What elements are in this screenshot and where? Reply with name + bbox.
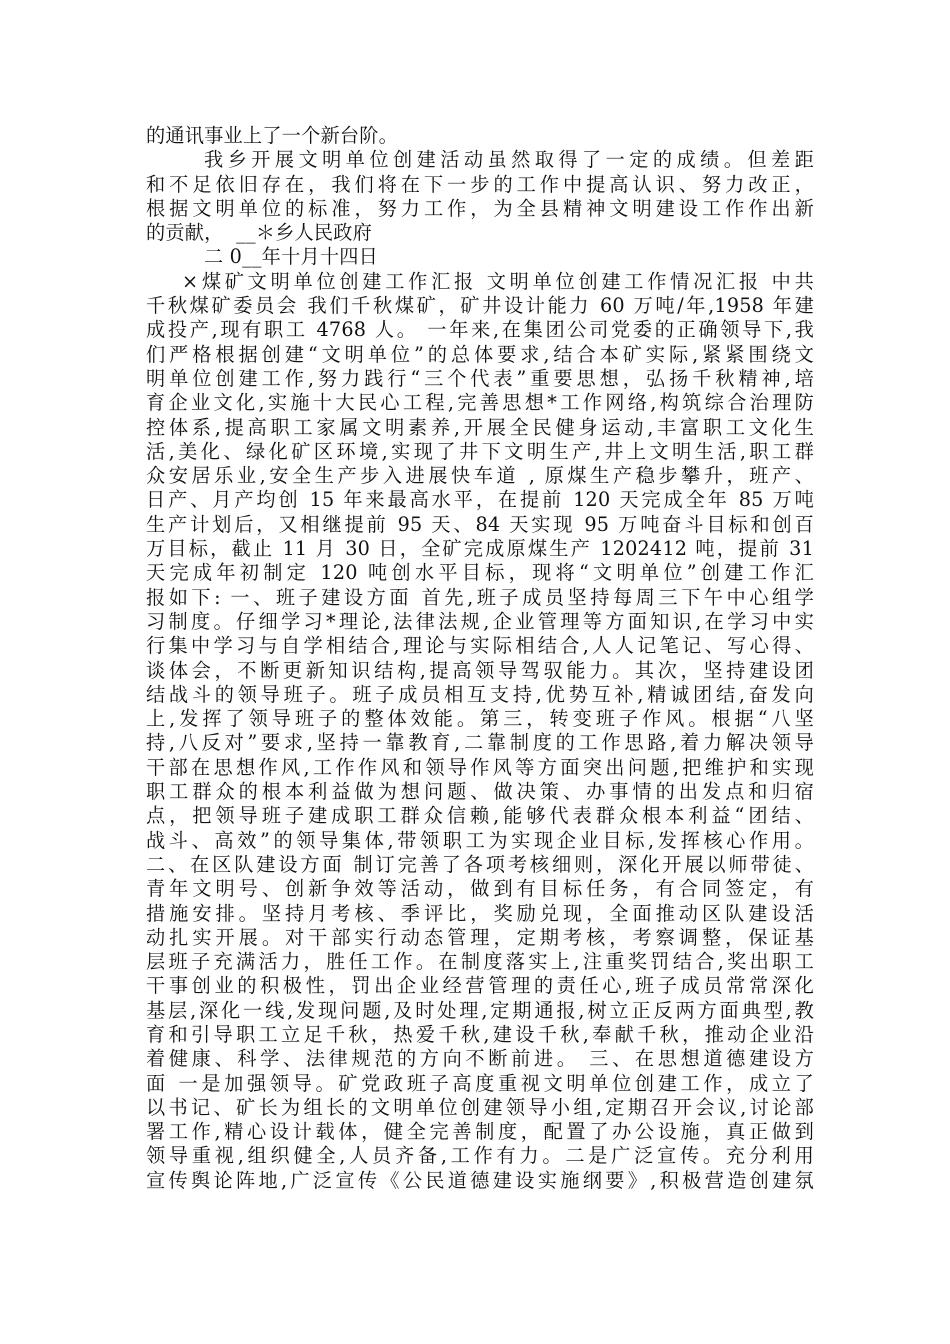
text-line: ×煤矿文明单位创建工作汇报 文明单位创建工作情况汇报 中共 bbox=[182, 269, 814, 293]
text-line: 动扎实开展。对干部实行动态管理，定期考核，考察调整，保证基 bbox=[146, 925, 814, 949]
text-line: 明单位创建工作,努力践行“三个代表”重要思想，弘扬千秋精神,培 bbox=[146, 366, 814, 390]
text-line: 和不足依旧存在，我们将在下一步的工作中提高认识、努力改正， bbox=[146, 172, 814, 196]
text-line: 生产计划后，又相继提前 95 天、84 天实现 95 万吨奋斗目标和创百 bbox=[146, 512, 814, 536]
text-line: 青年文明号、创新争效等活动，做到有目标任务，有合同签定，有 bbox=[146, 877, 814, 901]
text-line: 宣传舆论阵地,广泛宣传《公民道德建设实施纲要》,积极营造创建氛 bbox=[146, 1168, 814, 1192]
text-line: 的贡献， __＊乡人民政府 bbox=[146, 221, 373, 245]
text-line: 战斗、高效”的领导集体,带领职工为实现企业目标,发挥核心作用。 bbox=[146, 828, 814, 852]
text-line: 育企业文化,实施十大民心工程,完善思想*工作网络,构筑综合治理防 bbox=[146, 391, 814, 415]
text-line: 千秋煤矿委员会 我们千秋煤矿，矿井设计能力 60 万吨/年,1958 年建 bbox=[146, 294, 814, 318]
text-line: 面 一是加强领导。矿党政班子高度重视文明单位创建工作，成立了 bbox=[146, 1071, 814, 1095]
text-line: 控体系,提高职工家属文明素养,开展全民健身运动,丰富职工文化生 bbox=[146, 415, 814, 439]
text-line: 层班子充满活力，胜任工作。在制度落实上,注重奖罚结合,奖出职工 bbox=[146, 950, 814, 974]
text-line: 万目标，截止 11 月 30 日，全矿完成原煤生产 1202412 吨，提前 31 bbox=[146, 537, 814, 561]
text-line: 以书记、矿长为组长的文明单位创建领导小组,定期召开会议,讨论部 bbox=[146, 1095, 814, 1119]
text-line: 领导重视,组织健全,人员齐备,工作有力。二是广泛宣传。充分利用 bbox=[146, 1144, 814, 1168]
text-line: 报如下: 一、班子建设方面 首先,班子成员坚持每周三下午中心组学 bbox=[146, 585, 814, 609]
text-line: 根据文明单位的标准，努力工作，为全县精神文明建设工作作出新 bbox=[146, 196, 814, 220]
text-line: 行集中学习与自学相结合,理论与实际相结合,人人记笔记、写心得、 bbox=[146, 634, 814, 658]
text-line: 职工群众的根本利益做为想问题、做决策、办事情的出发点和归宿 bbox=[146, 780, 814, 804]
text-line: 持,八反对”要求,坚持一靠教育,二靠制度的工作思路,着力解决领导 bbox=[146, 731, 814, 755]
text-line: 上,发挥了领导班子的整体效能。第三，转变班子作风。根据“八坚 bbox=[146, 707, 814, 731]
text-line: 谈体会，不断更新知识结构,提高领导驾驭能力。其次，坚持建设团 bbox=[146, 658, 814, 682]
text-line: 们严格根据创建“文明单位”的总体要求,结合本矿实际,紧紧围绕文 bbox=[146, 342, 814, 366]
text-line: 署工作,精心设计载体，健全完善制度，配置了办公设施，真正做到 bbox=[146, 1120, 814, 1144]
text-line: 日产、月产均创 15 年来最高水平，在提前 120 天完成全年 85 万吨 bbox=[146, 488, 814, 512]
text-line: 活,美化、绿化矿区环境,实现了井下文明生产,井上文明生活,职工群 bbox=[146, 439, 814, 463]
text-line: 我乡开展文明单位创建活动虽然取得了一定的成绩。但差距 bbox=[204, 148, 814, 172]
date-line: 二 0__年十月十四日 bbox=[204, 245, 379, 269]
text-line: 二、在区队建设方面 制订完善了各项考核细则，深化开展以师带徒、 bbox=[146, 852, 814, 876]
text-line: 育和引导职工立足千秋，热爱千秋,建设千秋,奉献千秋，推动企业沿 bbox=[146, 1022, 814, 1046]
text-line: 成投产,现有职工 4768 人。 一年来,在集团公司党委的正确领导下,我 bbox=[146, 318, 814, 342]
document-body bbox=[146, 124, 814, 1193]
text-line: 众安居乐业,安全生产步入进展快车道 , 原煤生产稳步攀升，班产、 bbox=[146, 464, 814, 488]
text-line: 的通讯事业上了一个新台阶。 bbox=[146, 124, 399, 147]
text-line: 措施安排。坚持月考核、季评比，奖励兑现，全面推动区队建设活 bbox=[146, 901, 814, 925]
text-line: 着健康、科学、法律规范的方向不断前进。 三、在思想道德建设方 bbox=[146, 1047, 814, 1071]
text-line: 基层,深化一线,发现问题,及时处理,定期通报,树立正反两方面典型,教 bbox=[146, 998, 814, 1022]
text-line: 干部在思想作风,工作作风和领导作风等方面突出问题,把维护和实现 bbox=[146, 755, 814, 779]
text-line: 结战斗的领导班子。班子成员相互支持,优势互补,精诚团结,奋发向 bbox=[146, 682, 814, 706]
text-line: 点，把领导班子建成职工群众信赖,能够代表群众根本利益“团结、 bbox=[146, 804, 814, 828]
text-line: 干事创业的积极性，罚出企业经营管理的责任心,班子成员常常深化 bbox=[146, 974, 814, 998]
text-line: 天完成年初制定 120 吨创水平目标，现将“文明单位”创建工作汇 bbox=[146, 561, 814, 585]
text-line: 习制度。仔细学习*理论,法律法规,企业管理等方面知识,在学习中实 bbox=[146, 609, 814, 633]
